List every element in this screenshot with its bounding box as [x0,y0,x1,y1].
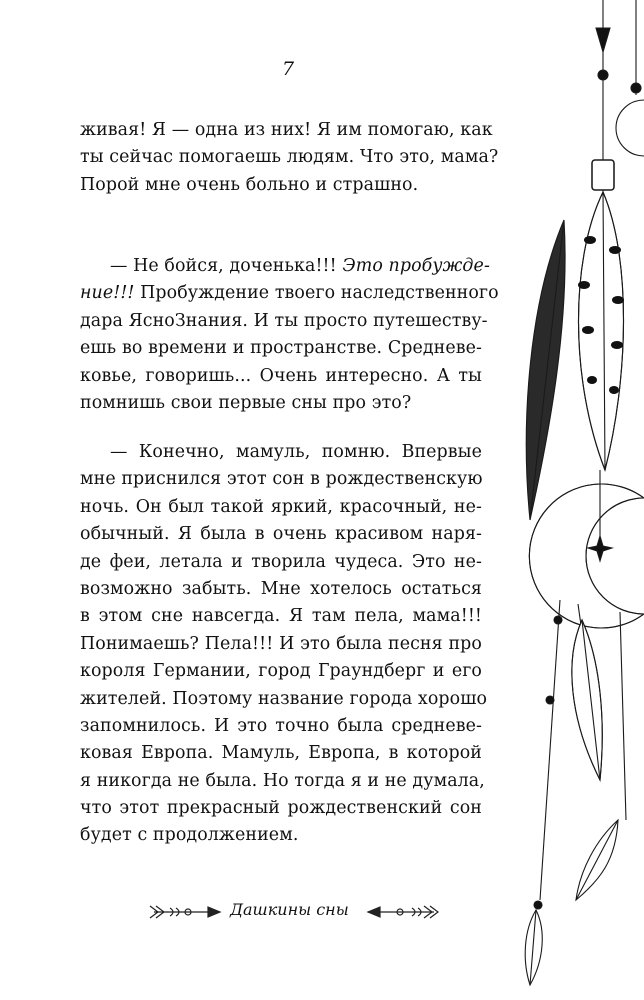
text-line: живая! Я — одна из них! Я им помогаю, как [80,120,493,140]
text-segment: Пробуждение твоего наследственного [134,283,499,304]
text-line: дара ЯсноЗнания. И ты просто путешеству- [80,310,488,331]
text-line: запомнилось. И это точно была средневе- [80,715,482,736]
text-segment: — Не бойся, доченька!!! [110,256,343,276]
text-line [80,253,490,280]
text-line: в этом сне навсегда. Я там пела, мама!!! [80,606,482,627]
text-line [80,280,499,307]
text-line: ковье, говоришь... Очень интересно. А ты [80,365,482,386]
text-line: Понимаешь? Пела!!! И это была песня про [80,633,482,654]
text-line: Порой мне очень больно и страшно. [80,174,419,195]
text-line: жителей. Поэтому название города хорошо [80,688,488,709]
text-line: обычный. Я была в очень красивом наря- [80,524,482,545]
text-line: мне приснился этот сон в рождественскую [80,469,483,490]
dreamcatcher-feathers-moon-icon [500,0,644,1000]
text-line: ешь во времени и пространстве. Средневе- [80,338,482,359]
text-line: де феи, летала и творила чудеса. Это не- [80,551,482,572]
text-line: возможно забыть. Мне хотелось остаться [80,578,482,599]
paragraph-2 [80,253,499,417]
text-segment-italic: Это пробужде- [342,256,490,276]
text-line: помнишь свои первые сны про это? [80,392,412,413]
arrow-ornament-left-icon [148,902,224,922]
text-line: ты сейчас помогаешь людям. Что это, мама? [80,147,499,168]
text-line: ночь. Он был такой яркий, красочный, не- [80,496,482,517]
page-number: 7 [281,58,295,80]
text-line: — Конечно, мамуль, помню. Впервые [110,442,482,462]
text-line: будет с продолжением. [80,825,299,846]
paragraph-1 [80,117,499,199]
text-line: короля Германии, город Граундберг и его [80,661,482,682]
text-line: я никогда не была. Но тогда я и не думала, [80,770,485,791]
text-segment-italic: ние!!! [80,283,135,304]
text-line: что этот прекрасный рождественский сон [80,798,482,819]
text-line: ковая Европа. Мамуль, Европа, в которой [80,743,482,764]
running-footer [148,898,448,928]
arrow-ornament-right-icon [364,902,440,922]
paragraph-3 [80,439,488,850]
footer-title: Дашкины сны [230,900,349,919]
